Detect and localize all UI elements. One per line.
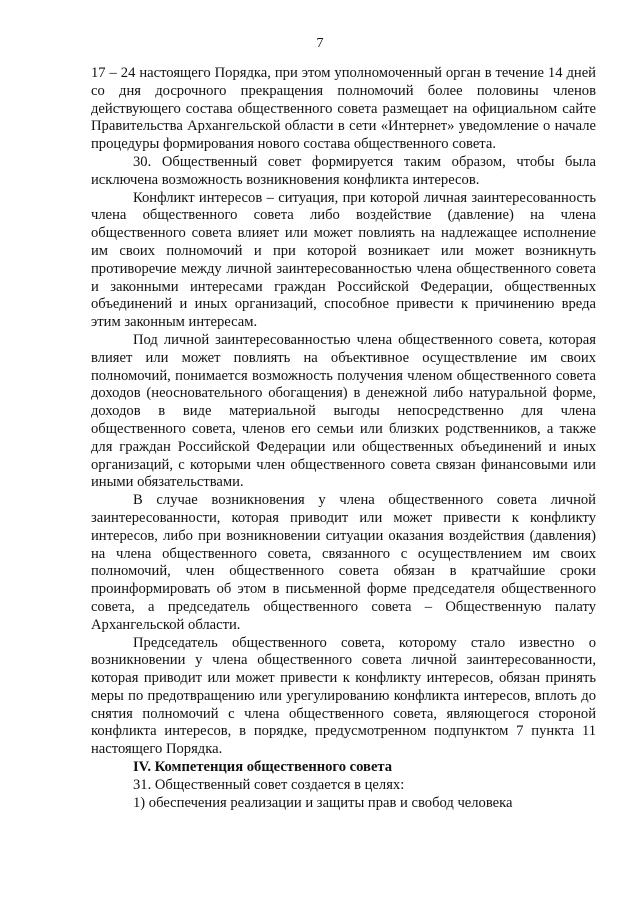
section-heading: IV. Компетенция общественного совета: [133, 759, 393, 776]
paragraph-item-31: 31. Общественный совет создается в целях:: [133, 776, 405, 793]
paragraph-continuation: 17 – 24 настоящего Порядка, при этом уполномоченный орган в течение 14 дней со дня досрочного прекращения полномочий более половины членов действующего состава общественного совета размещает на официальном сайте Правительства Архангельской области в сети «Интернет» уведомление о начале процедуры формирования нового состава общественного совета.: [91, 65, 596, 153]
paragraph-conflict-definition: Конфликт интересов – ситуация, при которой личная заинтересованность члена общественного совета либо воздействие (давление) на члена общественного совета влияет или может повлиять на надлежащее исполнение им своих полномочий и при которой возникает или может возникнуть противоречие между личной заинтересованностью члена общественного совета и законными интересами граждан Российской Федерации, общественных объединений и иных организаций, способное привести к причинению вреда этим законным интересам.: [91, 189, 596, 331]
paragraph-subitem-1: 1) обеспечения реализации и защиты прав и свобод человека: [133, 794, 513, 811]
paragraph-item-30: 30. Общественный совет формируется таким образом, чтобы была исключена возможность возникновения конфликта интересов.: [91, 153, 596, 188]
body-text: [91, 65, 596, 812]
paragraph-member-obligation: В случае возникновения у члена общественного совета личной заинтересованности, которая приводит или может привести к конфликту интересов, либо при возникновении ситуации оказания воздействия (давления) на члена общественного совета, связанного с осуществлением им своих полномочий, член общественного совета обязан в кратчайшие сроки проинформировать об этом в письменной форме председателя общественного совета, а председатель общественного совета – Общественную палату Архангельской области.: [91, 492, 596, 633]
paragraph-personal-interest: Под личной заинтересованностью члена общественного совета, которая влияет или может повлиять на объективное осуществление им своих полномочий, понимается возможность получения членом общественного совета доходов (неосновательного обогащения) в денежной либо натуральной форме, доходов в виде материальной выгоды непосредственно для члена общественного совета, членов его семьи или близких родственников, а также для граждан Российской Федерации или общественных объединений и иных организаций, с которыми член общественного совета связан финансовыми или иными обязательствами.: [91, 331, 596, 491]
page-number: 7: [316, 36, 324, 51]
paragraph-chairman-measures: Председатель общественного совета, которому стало известно о возникновении у члена общественного совета личной заинтересованности, которая приводит или может привести к конфликту интересов, обязан принять меры по предотвращению или урегулированию конфликта интересов, вплоть до снятия полномочий с члена общественного совета, являющегося стороной конфликта интересов, в порядке, предусмотренном подпунктом 7 пункта 11 настоящего Порядка.: [91, 634, 596, 758]
